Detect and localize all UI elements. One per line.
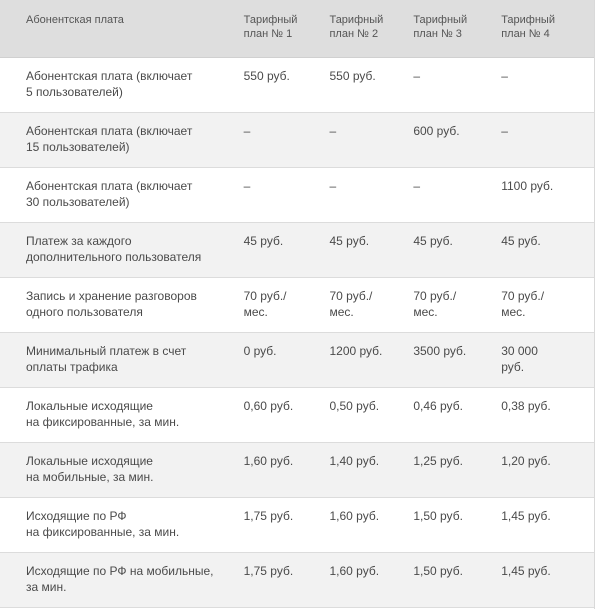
plan-3-value: 1,50 руб. xyxy=(413,564,463,578)
row-label: Абонентская плата (включает 15 пользователей) xyxy=(26,124,193,154)
plan-3-value: – xyxy=(413,69,421,83)
plan-4-value: 1,45 руб. xyxy=(501,509,551,523)
plan-1-value: 1,75 руб. xyxy=(243,509,294,523)
plan-2-value: – xyxy=(329,124,337,138)
plan-4-value: – xyxy=(501,69,508,83)
plan-2-value: 45 руб. xyxy=(329,234,370,248)
header-cell-plan-3: Тарифный план № 3 xyxy=(413,14,468,40)
plan-4-value: 0,38 руб. xyxy=(501,399,551,413)
plan-4-value: 1,20 руб. xyxy=(501,454,551,468)
plan-1-value: 1,60 руб. xyxy=(243,454,294,468)
table-row xyxy=(0,278,594,333)
table-row xyxy=(0,333,594,388)
row-label: Абонентская плата (включает 30 пользователей) xyxy=(26,179,193,209)
plan-1-value: 0,60 руб. xyxy=(243,399,294,413)
row-label: Локальные исходящие на мобильные, за мин. xyxy=(26,454,154,484)
table-row xyxy=(0,553,594,608)
table-row xyxy=(0,113,594,168)
plan-1-value: – xyxy=(243,124,251,138)
plan-3-value: 1,50 руб. xyxy=(413,509,463,523)
plan-2-value: 70 руб./ мес. xyxy=(329,289,373,319)
row-label: Абонентская плата (включает 5 пользователей) xyxy=(26,69,193,99)
row-label: Платеж за каждого дополнительного пользователя xyxy=(26,234,202,264)
row-label: Запись и хранение разговоров одного пользователя xyxy=(26,289,197,319)
row-label: Исходящие по РФ на фиксированные, за мин. xyxy=(26,509,180,539)
plan-2-value: 1,60 руб. xyxy=(329,509,380,523)
table-row xyxy=(0,223,594,278)
plan-4-value: 70 руб./ мес. xyxy=(501,289,545,319)
plan-1-value: 70 руб./ мес. xyxy=(243,289,287,319)
plan-4-value: 30 000 руб. xyxy=(501,344,538,374)
plan-3-value: 1,25 руб. xyxy=(413,454,463,468)
plan-4-value: 1100 руб. xyxy=(501,179,554,193)
table-row xyxy=(0,168,594,223)
header-cell-plan-2: Тарифный план № 2 xyxy=(329,14,384,40)
plan-4-value: 45 руб. xyxy=(501,234,541,248)
plan-3-value: 0,46 руб. xyxy=(413,399,463,413)
plan-1-value: – xyxy=(243,179,251,193)
table-row xyxy=(0,388,594,443)
plan-3-value: – xyxy=(413,179,421,193)
table-row xyxy=(0,443,594,498)
plan-1-value: 1,75 руб. xyxy=(243,564,294,578)
plan-3-value: 45 руб. xyxy=(413,234,453,248)
table-row xyxy=(0,498,594,553)
plan-2-value: 1200 руб. xyxy=(329,344,383,358)
header-cell-feature: Абонентская плата xyxy=(26,14,124,26)
plan-2-value: 1,40 руб. xyxy=(329,454,380,468)
table-row xyxy=(0,58,594,113)
header-cell-plan-4: Тарифный план № 4 xyxy=(501,14,555,40)
row-label: Локальные исходящие на фиксированные, за мин. xyxy=(26,399,180,429)
table-header-row xyxy=(0,0,594,58)
header-cell-plan-1: Тарифный план № 1 xyxy=(243,14,298,40)
plan-3-value: 70 руб./ мес. xyxy=(413,289,457,319)
plan-1-value: 550 руб. xyxy=(243,69,290,83)
plan-3-value: 600 руб. xyxy=(413,124,460,138)
plan-2-value: 1,60 руб. xyxy=(329,564,380,578)
plan-4-value: 1,45 руб. xyxy=(501,564,551,578)
plan-3-value: 3500 руб. xyxy=(413,344,467,358)
row-label: Исходящие по РФ на мобильные, за мин. xyxy=(26,564,214,594)
plan-2-value: 550 руб. xyxy=(329,69,376,83)
plan-2-value: 0,50 руб. xyxy=(329,399,380,413)
plan-1-value: 45 руб. xyxy=(243,234,284,248)
plan-2-value: – xyxy=(329,179,337,193)
plan-1-value: 0 руб. xyxy=(243,344,277,358)
row-label: Минимальный платеж в счет оплаты трафика xyxy=(26,344,187,374)
plan-4-value: – xyxy=(501,124,508,138)
